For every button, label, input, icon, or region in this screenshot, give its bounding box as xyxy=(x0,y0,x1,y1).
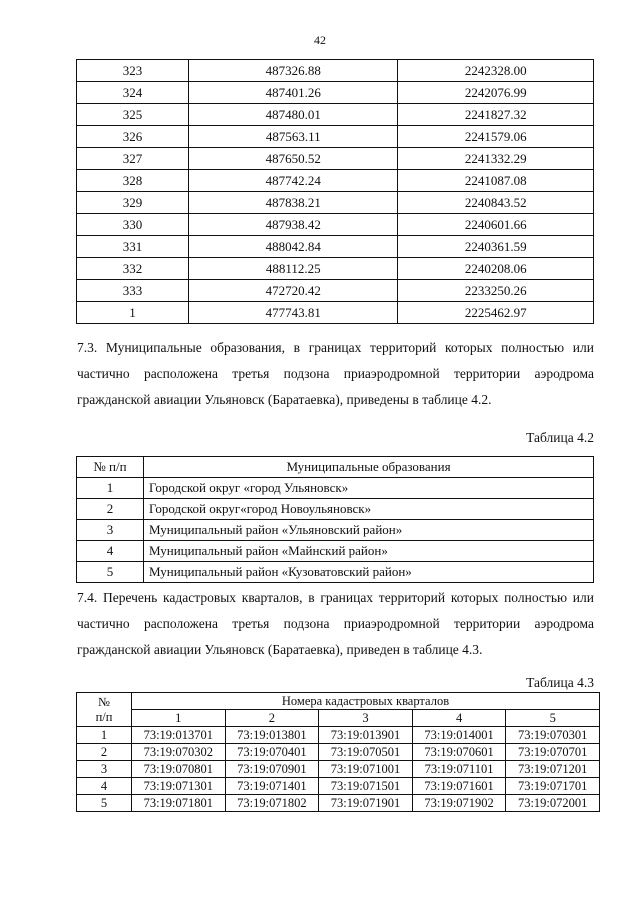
row-number-cell: 1 xyxy=(77,478,144,499)
y-coordinate-cell: 2240843.52 xyxy=(398,192,594,214)
column-header-number-top: № xyxy=(98,694,110,709)
table-row xyxy=(77,104,594,126)
cadastral-quarter-cell: 73:19:071902 xyxy=(412,795,506,812)
row-number-cell: 3 xyxy=(77,761,132,778)
y-coordinate-cell: 2242076.99 xyxy=(398,82,594,104)
point-number-cell: 323 xyxy=(77,60,189,82)
row-number-cell: 5 xyxy=(77,562,144,583)
y-coordinate-cell: 2241332.29 xyxy=(398,148,594,170)
table-row xyxy=(77,520,594,541)
table-row xyxy=(77,258,594,280)
point-number-cell: 327 xyxy=(77,148,189,170)
point-number-cell: 325 xyxy=(77,104,189,126)
y-coordinate-cell: 2240208.06 xyxy=(398,258,594,280)
cadastral-quarter-cell: 73:19:071001 xyxy=(319,761,413,778)
table-row xyxy=(77,478,594,499)
table-4-2-caption: Таблица 4.2 xyxy=(526,430,594,445)
paragraph-7-4: 7.4. Перечень кадастровых кварталов, в границах территорий которых полностью или частично расположена третья подзона приаэродромной территории аэродрома гражданской авиации Ульяновск (Баратаевка), приведен в таблице 4.3. xyxy=(77,590,594,657)
municipality-name-cell: Муниципальный район «Майнский район» xyxy=(144,541,594,562)
cadastral-quarter-cell: 73:19:070501 xyxy=(319,744,413,761)
y-coordinate-cell: 2240361.59 xyxy=(398,236,594,258)
table-row xyxy=(77,302,594,324)
point-number-cell: 332 xyxy=(77,258,189,280)
row-number-cell: 2 xyxy=(77,744,132,761)
column-header-number-bottom: п/п xyxy=(95,709,113,724)
table-row xyxy=(77,236,594,258)
coordinates-table xyxy=(76,59,594,324)
point-number-cell: 324 xyxy=(77,82,189,104)
cadastral-quarter-cell: 73:19:070302 xyxy=(132,744,226,761)
column-header-number xyxy=(77,693,132,727)
cadastral-quarter-cell: 73:19:071601 xyxy=(412,778,506,795)
row-number-cell: 4 xyxy=(77,541,144,562)
column-header-number: № п/п xyxy=(77,457,144,478)
cadastral-quarter-cell: 73:19:071901 xyxy=(319,795,413,812)
y-coordinate-cell: 2241579.06 xyxy=(398,126,594,148)
cadastral-quarter-cell: 73:19:013701 xyxy=(132,727,226,744)
x-coordinate-cell: 477743.81 xyxy=(189,302,398,324)
table-row xyxy=(77,795,600,812)
table-row xyxy=(77,541,594,562)
point-number-cell: 326 xyxy=(77,126,189,148)
x-coordinate-cell: 487742.24 xyxy=(189,170,398,192)
cadastral-quarter-cell: 73:19:013901 xyxy=(319,727,413,744)
cadastral-quarters-table xyxy=(76,692,600,812)
paragraph-7-3: 7.3. Муниципальные образования, в границах территорий которых полностью или частично расположена третья подзона приаэродромной территории аэродрома гражданской авиации Ульяновск (Баратаевка), приведены в таблице 4.2. xyxy=(77,340,594,407)
y-coordinate-cell: 2241087.08 xyxy=(398,170,594,192)
cadastral-quarter-cell: 73:19:070901 xyxy=(225,761,319,778)
x-coordinate-cell: 488112.25 xyxy=(189,258,398,280)
page-number: 42 xyxy=(314,33,326,47)
cadastral-quarter-cell: 73:19:071801 xyxy=(132,795,226,812)
table-row xyxy=(77,82,594,104)
row-number-cell: 1 xyxy=(77,727,132,744)
x-coordinate-cell: 487838.21 xyxy=(189,192,398,214)
point-number-cell: 329 xyxy=(77,192,189,214)
x-coordinate-cell: 472720.42 xyxy=(189,280,398,302)
column-number-header: 4 xyxy=(412,710,506,727)
point-number-cell: 328 xyxy=(77,170,189,192)
x-coordinate-cell: 487650.52 xyxy=(189,148,398,170)
cadastral-quarter-cell: 73:19:071401 xyxy=(225,778,319,795)
column-number-header: 5 xyxy=(506,710,600,727)
column-number-header: 3 xyxy=(319,710,413,727)
cadastral-quarter-cell: 73:19:071701 xyxy=(506,778,600,795)
table-row xyxy=(77,499,594,520)
cadastral-quarter-cell: 73:19:071301 xyxy=(132,778,226,795)
point-number-cell: 331 xyxy=(77,236,189,258)
row-number-cell: 3 xyxy=(77,520,144,541)
cadastral-quarter-cell: 73:19:070601 xyxy=(412,744,506,761)
cadastral-quarter-cell: 73:19:071802 xyxy=(225,795,319,812)
cadastral-quarter-cell: 73:19:013801 xyxy=(225,727,319,744)
municipality-name-cell: Муниципальный район «Ульяновский район» xyxy=(144,520,594,541)
municipality-name-cell: Городской округ «город Ульяновск» xyxy=(144,478,594,499)
table-row xyxy=(77,60,594,82)
y-coordinate-cell: 2242328.00 xyxy=(398,60,594,82)
x-coordinate-cell: 487480.01 xyxy=(189,104,398,126)
row-number-cell: 4 xyxy=(77,778,132,795)
column-group-header: Номера кадастровых кварталов xyxy=(132,693,600,710)
x-coordinate-cell: 487563.11 xyxy=(189,126,398,148)
table-row xyxy=(77,562,594,583)
y-coordinate-cell: 2240601.66 xyxy=(398,214,594,236)
table-row xyxy=(77,778,600,795)
table-row xyxy=(77,727,600,744)
column-header-municipality: Муниципальные образования xyxy=(144,457,594,478)
x-coordinate-cell: 487326.88 xyxy=(189,60,398,82)
municipalities-table xyxy=(76,456,594,583)
municipality-name-cell: Муниципальный район «Кузоватовский район» xyxy=(144,562,594,583)
table-row xyxy=(77,148,594,170)
municipality-name-cell: Городской округ«город Новоульяновск» xyxy=(144,499,594,520)
column-number-header: 1 xyxy=(132,710,226,727)
cadastral-quarter-cell: 73:19:071201 xyxy=(506,761,600,778)
table-row xyxy=(77,192,594,214)
table-row xyxy=(77,761,600,778)
column-number-header: 2 xyxy=(225,710,319,727)
row-number-cell: 5 xyxy=(77,795,132,812)
cadastral-quarter-cell: 73:19:070301 xyxy=(506,727,600,744)
cadastral-quarter-cell: 73:19:071101 xyxy=(412,761,506,778)
cadastral-quarter-cell: 73:19:014001 xyxy=(412,727,506,744)
table-row xyxy=(77,214,594,236)
point-number-cell: 333 xyxy=(77,280,189,302)
x-coordinate-cell: 487938.42 xyxy=(189,214,398,236)
x-coordinate-cell: 488042.84 xyxy=(189,236,398,258)
y-coordinate-cell: 2225462.97 xyxy=(398,302,594,324)
cadastral-quarter-cell: 73:19:070401 xyxy=(225,744,319,761)
y-coordinate-cell: 2241827.32 xyxy=(398,104,594,126)
point-number-cell: 330 xyxy=(77,214,189,236)
table-row xyxy=(77,280,594,302)
table-row xyxy=(77,744,600,761)
table-row xyxy=(77,170,594,192)
row-number-cell: 2 xyxy=(77,499,144,520)
cadastral-quarter-cell: 73:19:070801 xyxy=(132,761,226,778)
cadastral-quarter-cell: 73:19:072001 xyxy=(506,795,600,812)
table-4-3-caption: Таблица 4.3 xyxy=(526,675,594,690)
y-coordinate-cell: 2233250.26 xyxy=(398,280,594,302)
cadastral-quarter-cell: 73:19:070701 xyxy=(506,744,600,761)
cadastral-quarter-cell: 73:19:071501 xyxy=(319,778,413,795)
point-number-cell: 1 xyxy=(77,302,189,324)
table-row xyxy=(77,126,594,148)
x-coordinate-cell: 487401.26 xyxy=(189,82,398,104)
